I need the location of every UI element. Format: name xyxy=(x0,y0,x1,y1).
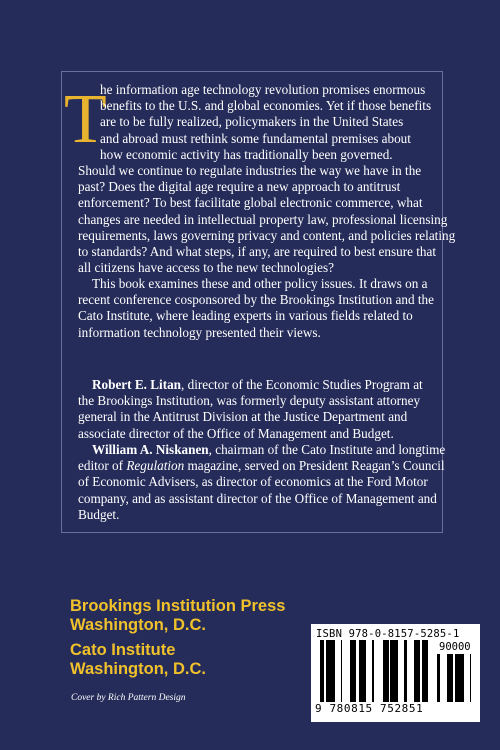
text-line: the Brookings Institution, was formerly deputy assistant attorney xyxy=(78,393,421,409)
text-line: all citizens have access to the new technologies? xyxy=(78,260,334,276)
price-code: 90000 xyxy=(439,641,471,653)
text-line: how economic activity has traditionally been governed. xyxy=(100,146,393,162)
magazine-title: Regulation xyxy=(126,458,185,474)
text-line: company, and as assistant director of the Office of Management and xyxy=(78,490,437,506)
text-line: changes are needed in intellectual property law, professional licensing xyxy=(78,211,448,227)
author-bio-niskanen xyxy=(78,442,446,523)
bio-text: magazine, served on President Reagan’s Council xyxy=(184,458,445,474)
publisher-brookings xyxy=(70,597,285,635)
text-line: of Economic Advisers, as director of economics at the Ford Motor xyxy=(78,474,428,490)
author-name: Robert E. Litan xyxy=(92,377,182,392)
isbn-text: ISBN 978-0-8157-5285-1 xyxy=(316,628,460,640)
publisher-cato xyxy=(70,641,206,679)
drop-cap: T xyxy=(64,81,107,158)
questions-paragraph xyxy=(78,163,456,276)
bio-second-line xyxy=(78,458,445,474)
text-line: benefits to the U.S. and global economies. Yet if those benefits xyxy=(100,98,432,114)
author-name: William A. Niskanen xyxy=(92,442,209,457)
text-line: and abroad must rethink some fundamental premises about xyxy=(100,130,411,146)
text-line: to standards? And what steps, if any, are required to best ensure that xyxy=(78,244,437,260)
text-line: are to be fully realized, policymakers in the United States xyxy=(100,114,404,130)
cover-credit: Cover by Rich Pattern Design xyxy=(71,693,186,703)
text-line: Cato Institute, where leading experts in various fields related to xyxy=(78,308,413,324)
text-line: general in the Antitrust Division at the Justice Department and xyxy=(78,409,408,425)
publisher-name: Brookings Institution Press xyxy=(70,597,286,615)
text-line: enforcement? To best facilitate global electronic commerce, what xyxy=(78,195,423,211)
publisher-city: Washington, D.C. xyxy=(70,660,206,678)
intro-paragraph xyxy=(100,82,440,163)
text-line: This book examines these and other policy issues. It draws on a xyxy=(92,276,428,291)
publisher-name: Cato Institute xyxy=(70,641,176,659)
text-line: Budget. xyxy=(78,506,120,522)
text-line: past? Does the digital age require a new approach to antitrust xyxy=(78,179,401,195)
bio-text: editor of xyxy=(78,458,127,474)
text-line: associate director of the Office of Management and Budget. xyxy=(78,425,394,441)
ean-barcode-icon xyxy=(320,640,430,702)
text-line: requirements, laws governing privacy and content, and policies relating xyxy=(78,227,456,243)
text-line: recent conference cosponsored by the Brookings Institution and the xyxy=(78,292,434,308)
book-paragraph xyxy=(78,276,438,341)
bio-text: , director of the Economic Studies Program at xyxy=(181,377,423,392)
text-line: information technology presented their views. xyxy=(78,324,321,340)
author-bio-litan xyxy=(78,377,438,442)
ean-number: 9 780815 752851 xyxy=(315,702,424,715)
bio-first-line xyxy=(78,442,446,458)
text-line: Should we continue to regulate industries the way we have in the xyxy=(78,163,422,178)
bio-text: , chairman of the Cato Institute and longtime xyxy=(208,442,446,457)
text-line: he information age technology revolution promises enormous xyxy=(100,82,426,97)
addon-barcode-icon xyxy=(437,654,475,702)
publisher-city: Washington, D.C. xyxy=(70,616,206,634)
bio-first-line xyxy=(78,377,438,393)
